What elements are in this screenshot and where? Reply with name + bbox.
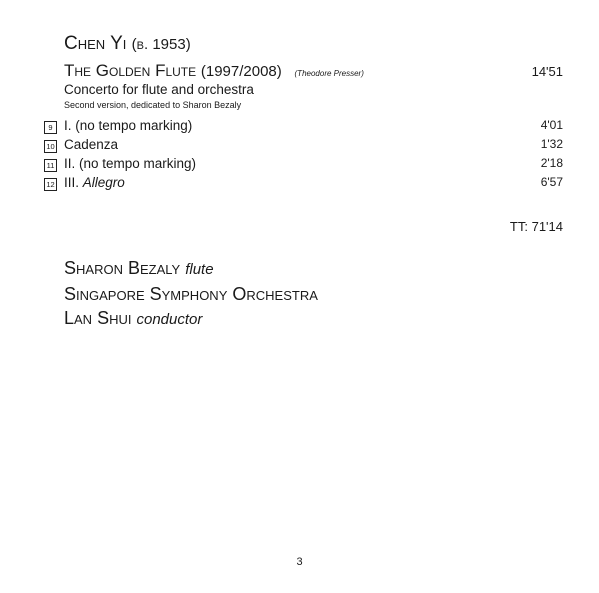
performer-role: flute	[185, 261, 214, 278]
performer-line	[64, 308, 202, 329]
work-note: Second version, dedicated to Sharon Bezaly	[64, 100, 242, 110]
track-title	[64, 137, 118, 152]
performer-line	[64, 258, 214, 279]
composer-heading	[64, 33, 191, 55]
work-title: The Golden Flute	[64, 61, 197, 80]
track-duration: 2'18	[540, 156, 563, 170]
performer-line	[64, 284, 318, 305]
performer-name: Lan Shui	[64, 308, 132, 328]
work-subtitle: Concerto for flute and orchestra	[64, 82, 254, 97]
track-number: 12	[44, 178, 57, 191]
track-title-text: I. (no tempo marking)	[64, 118, 193, 133]
performer-name: Singapore Symphony Orchestra	[64, 284, 318, 304]
track-title-text: Cadenza	[64, 137, 119, 152]
track-title-text: III.	[64, 175, 83, 190]
work-duration: 14'51	[531, 64, 563, 79]
track-duration: 1'32	[540, 137, 563, 151]
track-row	[44, 175, 563, 193]
total-time: TT: 71'14	[509, 219, 563, 234]
work-years: (1997/2008)	[200, 63, 282, 80]
track-row	[44, 137, 563, 155]
performer-role: conductor	[136, 311, 203, 328]
track-title-text: II. (no tempo marking)	[64, 156, 197, 171]
track-number: 9	[44, 121, 57, 134]
track-tempo: Allegro	[82, 175, 125, 190]
work-publisher: (Theodore Presser)	[294, 69, 364, 78]
track-number: 11	[44, 159, 57, 172]
track-number: 10	[44, 140, 57, 153]
composer-dates: (b. 1953)	[131, 36, 191, 53]
track-row	[44, 156, 563, 174]
track-title	[64, 175, 125, 190]
track-duration: 4'01	[540, 118, 563, 132]
performer-name: Sharon Bezaly	[64, 258, 181, 278]
track-row	[44, 118, 563, 136]
track-title	[64, 118, 192, 133]
work-heading	[64, 61, 364, 81]
page-number: 3	[296, 556, 303, 568]
track-duration: 6'57	[540, 175, 563, 189]
composer-name: Chen Yi	[64, 33, 127, 54]
track-title	[64, 156, 196, 171]
